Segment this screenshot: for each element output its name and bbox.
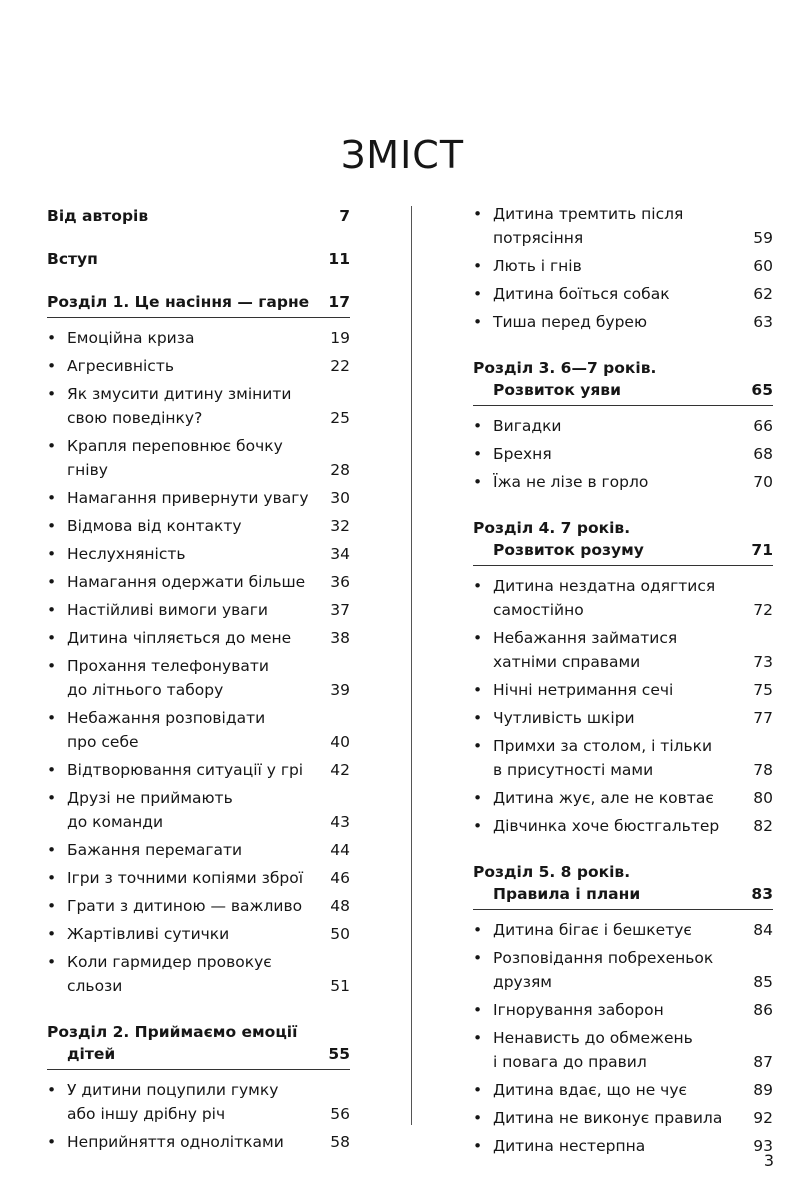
toc-list-ch1 xyxy=(47,318,350,1000)
entry-page: 66 xyxy=(753,417,773,435)
entry-page: 89 xyxy=(753,1081,773,1099)
entry-page: 34 xyxy=(330,545,350,563)
entry-title-line-1: Емоційна криза xyxy=(67,329,195,347)
toc-left-column xyxy=(47,200,350,1156)
entry-title xyxy=(67,382,310,430)
bullet-icon: • xyxy=(47,357,57,375)
entry-title-line-1: Жартівливі сутички xyxy=(67,925,230,943)
entry-page: 42 xyxy=(330,761,350,779)
toc-entry[interactable] xyxy=(473,944,773,996)
toc-entry[interactable] xyxy=(473,704,773,732)
page-title: ЗМІСТ xyxy=(340,133,465,177)
entry-title-line-1: Дитина нездатна одягтися xyxy=(493,577,716,595)
entry-title xyxy=(67,486,310,510)
entry-page: 62 xyxy=(753,285,773,303)
entry-title-line-1: Дитина вдає, що не чує xyxy=(493,1081,687,1099)
entry-title-line-1: Агресивність xyxy=(67,357,174,375)
chapter-page: 17 xyxy=(328,293,350,311)
entry-title-line-1: Намагання привернути увагу xyxy=(67,489,309,507)
entry-title-line-2: сльози xyxy=(67,977,123,995)
bullet-icon: • xyxy=(473,921,483,939)
entry-page: 51 xyxy=(330,977,350,995)
entry-title xyxy=(67,1130,310,1154)
entry-title-line-2: до команди xyxy=(67,813,164,831)
entry-page: 22 xyxy=(330,357,350,375)
bullet-icon: • xyxy=(47,629,57,647)
entry-title-line-2: свою поведінку? xyxy=(67,409,203,427)
chapter-page: 71 xyxy=(751,541,773,559)
bullet-icon: • xyxy=(473,817,483,835)
entry-title-line-1: Нічні нетримання сечі xyxy=(493,681,674,699)
entry-page: 68 xyxy=(753,445,773,463)
entry-title xyxy=(493,998,733,1022)
entry-title xyxy=(67,434,310,482)
toc-entry[interactable] xyxy=(473,812,773,840)
toc-entry[interactable] xyxy=(473,1132,773,1160)
bullet-icon: • xyxy=(473,1109,483,1127)
entry-page: 25 xyxy=(330,409,350,427)
chapter-subtitle: Розвиток розуму xyxy=(493,541,644,559)
bullet-icon: • xyxy=(47,761,57,779)
bullet-icon: • xyxy=(473,285,483,303)
page-number: 3 xyxy=(763,1151,774,1170)
bullet-icon: • xyxy=(473,313,483,331)
toc-entry[interactable] xyxy=(473,468,773,496)
entry-title-line-1: Їжа не лізе в горло xyxy=(493,473,649,491)
toc-entry[interactable] xyxy=(473,1076,773,1104)
bullet-icon: • xyxy=(47,517,57,535)
entry-title xyxy=(493,1078,733,1102)
entry-title-line-1: У дитини поцупили гумку xyxy=(67,1081,279,1099)
entry-title xyxy=(493,1106,733,1130)
toc-entry[interactable] xyxy=(473,732,773,784)
chapter-title: Вступ xyxy=(47,250,98,268)
entry-title-line-1: Коли гармидер провокує xyxy=(67,953,272,971)
entry-title xyxy=(67,1078,310,1126)
bullet-icon: • xyxy=(473,1081,483,1099)
entry-page: 56 xyxy=(330,1105,350,1123)
entry-title-line-1: Як змусити дитину змінити xyxy=(67,385,292,403)
entry-page: 85 xyxy=(753,973,773,991)
entry-title xyxy=(67,706,310,754)
entry-title xyxy=(493,1134,733,1158)
toc-chapter-5[interactable] xyxy=(473,856,773,910)
toc-entry[interactable] xyxy=(47,920,350,948)
bullet-icon: • xyxy=(47,869,57,887)
bullet-icon: • xyxy=(47,789,57,807)
entry-title-line-1: Небажання розповідати xyxy=(67,709,266,727)
entry-title-line-1: Настійливі вимоги уваги xyxy=(67,601,268,619)
toc-entry[interactable] xyxy=(47,892,350,920)
entry-page: 82 xyxy=(753,817,773,835)
toc-entry[interactable] xyxy=(473,440,773,468)
bullet-icon: • xyxy=(473,1137,483,1155)
entry-title-line-2: про себе xyxy=(67,733,139,751)
entry-title xyxy=(493,414,733,438)
entry-title xyxy=(67,598,310,622)
entry-title xyxy=(493,254,733,278)
entry-title xyxy=(67,354,310,378)
toc-entry[interactable] xyxy=(473,252,773,280)
bullet-icon: • xyxy=(473,577,483,595)
toc-entry[interactable] xyxy=(473,280,773,308)
entry-title-line-1: Прохання телефонувати xyxy=(67,657,269,675)
toc-entry[interactable] xyxy=(473,200,773,252)
bullet-icon: • xyxy=(47,657,57,675)
entry-title-line-1: Дитина не виконує правила xyxy=(493,1109,723,1127)
toc-entry[interactable] xyxy=(47,704,350,756)
entry-title xyxy=(67,922,310,946)
toc-chapter-authors[interactable] xyxy=(47,200,350,231)
entry-title-line-1: Намагання одержати більше xyxy=(67,573,306,591)
entry-title xyxy=(67,838,310,862)
entry-page: 78 xyxy=(753,761,773,779)
chapter-subtitle: дітей xyxy=(67,1045,116,1063)
entry-title-line-1: Ігри з точними копіями зброї xyxy=(67,869,304,887)
bullet-icon: • xyxy=(473,709,483,727)
entry-title-line-2: самостійно xyxy=(493,601,584,619)
entry-title-line-2: до літнього табору xyxy=(67,681,224,699)
toc-entry[interactable] xyxy=(47,784,350,836)
toc-list-ch5 xyxy=(473,910,773,1160)
chapter-page: 7 xyxy=(339,207,350,225)
entry-title xyxy=(493,470,733,494)
toc-list-ch4 xyxy=(473,566,773,840)
entry-page: 84 xyxy=(753,921,773,939)
chapter-subtitle: Правила і плани xyxy=(493,885,641,903)
entry-title xyxy=(67,514,310,538)
entry-title-line-1: Вигадки xyxy=(493,417,562,435)
entry-page: 48 xyxy=(330,897,350,915)
toc-list-ch2-continued xyxy=(473,200,773,336)
entry-title xyxy=(493,1026,733,1074)
toc-entry[interactable] xyxy=(473,784,773,812)
entry-title xyxy=(493,734,733,782)
entry-title-line-1: Тиша перед бурею xyxy=(493,313,647,331)
bullet-icon: • xyxy=(47,489,57,507)
toc-chapter-3[interactable] xyxy=(473,352,773,406)
entry-title xyxy=(67,326,310,350)
bullet-icon: • xyxy=(473,257,483,275)
entry-page: 19 xyxy=(330,329,350,347)
toc-entry[interactable] xyxy=(473,676,773,704)
bullet-icon: • xyxy=(473,949,483,967)
entry-page: 38 xyxy=(330,629,350,647)
chapter-page: 65 xyxy=(751,381,773,399)
entry-title-line-1: Дитина бігає і бешкетує xyxy=(493,921,692,939)
toc-chapter-4[interactable] xyxy=(473,512,773,566)
entry-title-line-1: Грати з дитиною — важливо xyxy=(67,897,303,915)
entry-page: 44 xyxy=(330,841,350,859)
entry-title-line-1: Неслухняність xyxy=(67,545,186,563)
toc-entry[interactable] xyxy=(47,596,350,624)
entry-title-line-1: Неприйняття однолітками xyxy=(67,1133,284,1151)
toc-entry[interactable] xyxy=(473,996,773,1024)
entry-title-line-1: Дитина чіпляється до мене xyxy=(67,629,292,647)
toc-entry[interactable] xyxy=(473,916,773,944)
bullet-icon: • xyxy=(47,953,57,971)
chapter-title: Розділ 2. Приймаємо емоції xyxy=(47,1023,298,1041)
toc-entry[interactable] xyxy=(47,864,350,892)
entry-page: 92 xyxy=(753,1109,773,1127)
bullet-icon: • xyxy=(473,681,483,699)
bullet-icon: • xyxy=(47,1133,57,1151)
entry-title-line-1: Брехня xyxy=(493,445,552,463)
entry-title xyxy=(493,282,733,306)
bullet-icon: • xyxy=(473,445,483,463)
entry-page: 37 xyxy=(330,601,350,619)
bullet-icon: • xyxy=(47,1081,57,1099)
entry-title xyxy=(493,442,733,466)
entry-title-line-2: хатніми справами xyxy=(493,653,641,671)
entry-title xyxy=(493,574,733,622)
entry-title xyxy=(493,202,733,250)
toc-chapter-2[interactable] xyxy=(47,1016,350,1070)
toc-entry[interactable] xyxy=(47,540,350,568)
entry-title-line-2: і повага до правил xyxy=(493,1053,647,1071)
bullet-icon: • xyxy=(473,417,483,435)
toc-entry[interactable] xyxy=(473,572,773,624)
toc-right-column xyxy=(473,200,773,1160)
entry-title xyxy=(493,786,733,810)
entry-title xyxy=(67,570,310,594)
entry-page: 70 xyxy=(753,473,773,491)
chapter-page: 83 xyxy=(751,885,773,903)
entry-page: 63 xyxy=(753,313,773,331)
entry-page: 86 xyxy=(753,1001,773,1019)
toc-entry[interactable] xyxy=(47,836,350,864)
chapter-title: Розділ 5. 8 років. xyxy=(473,863,631,881)
bullet-icon: • xyxy=(473,473,483,491)
entry-title xyxy=(493,918,733,942)
entry-title-line-1: Дитина жує, але не ковтає xyxy=(493,789,714,807)
entry-page: 36 xyxy=(330,573,350,591)
bullet-icon: • xyxy=(47,545,57,563)
entry-title-line-1: Примхи за столом, і тільки xyxy=(493,737,713,755)
toc-list-ch3 xyxy=(473,406,773,496)
entry-title xyxy=(493,310,733,334)
entry-title-line-2: друзям xyxy=(493,973,552,991)
entry-title xyxy=(67,786,310,834)
entry-title-line-2: потрясіння xyxy=(493,229,584,247)
bullet-icon: • xyxy=(47,329,57,347)
entry-page: 59 xyxy=(753,229,773,247)
chapter-title: Розділ 1. Це насіння — гарне xyxy=(47,293,310,311)
entry-title-line-2: гніву xyxy=(67,461,108,479)
entry-page: 93 xyxy=(753,1137,773,1155)
entry-page: 75 xyxy=(753,681,773,699)
bullet-icon: • xyxy=(47,437,57,455)
column-divider xyxy=(411,206,412,1125)
entry-page: 50 xyxy=(330,925,350,943)
entry-title xyxy=(493,706,733,730)
bullet-icon: • xyxy=(47,601,57,619)
entry-page: 40 xyxy=(330,733,350,751)
entry-title-line-1: Бажання перемагати xyxy=(67,841,243,859)
entry-title xyxy=(67,866,310,890)
entry-page: 73 xyxy=(753,653,773,671)
entry-title-line-1: Друзі не приймають xyxy=(67,789,233,807)
entry-page: 46 xyxy=(330,869,350,887)
entry-title-line-1: Ігнорування заборон xyxy=(493,1001,664,1019)
entry-title xyxy=(493,678,733,702)
entry-title xyxy=(67,626,310,650)
bullet-icon: • xyxy=(473,789,483,807)
chapter-subtitle: Розвиток уяви xyxy=(493,381,621,399)
chapter-title: Розділ 3. 6—7 років. xyxy=(473,359,657,377)
toc-entry[interactable] xyxy=(47,756,350,784)
bullet-icon: • xyxy=(473,629,483,647)
toc-chapter-intro[interactable] xyxy=(47,243,350,274)
entry-title xyxy=(493,626,733,674)
bullet-icon: • xyxy=(473,1029,483,1047)
toc-entry[interactable] xyxy=(473,412,773,440)
toc-entry[interactable] xyxy=(47,484,350,512)
toc-entry[interactable] xyxy=(47,624,350,652)
entry-page: 72 xyxy=(753,601,773,619)
entry-page: 39 xyxy=(330,681,350,699)
entry-title-line-1: Дитина нестерпна xyxy=(493,1137,646,1155)
bullet-icon: • xyxy=(47,709,57,727)
chapter-title: Від авторів xyxy=(47,207,149,225)
toc-entry[interactable] xyxy=(47,324,350,352)
toc-entry[interactable] xyxy=(47,380,350,432)
entry-title-line-1: Крапля переповнює бочку xyxy=(67,437,283,455)
entry-title-line-1: Розповідання побрехеньок xyxy=(493,949,714,967)
toc-entry[interactable] xyxy=(473,1104,773,1132)
entry-title-line-1: Небажання займатися xyxy=(493,629,678,647)
toc-entry[interactable] xyxy=(47,1076,350,1128)
entry-title-line-1: Дівчинка хоче бюстгальтер xyxy=(493,817,720,835)
toc-entry[interactable] xyxy=(47,1128,350,1156)
entry-title-line-2: в присутності мами xyxy=(493,761,654,779)
entry-page: 80 xyxy=(753,789,773,807)
toc-chapter-1[interactable] xyxy=(47,286,350,318)
bullet-icon: • xyxy=(47,573,57,591)
entry-title xyxy=(67,542,310,566)
entry-title-line-1: Лють і гнів xyxy=(493,257,582,275)
toc-entry[interactable] xyxy=(473,624,773,676)
entry-page: 58 xyxy=(330,1133,350,1151)
entry-page: 77 xyxy=(753,709,773,727)
bullet-icon: • xyxy=(473,737,483,755)
entry-title xyxy=(67,894,310,918)
chapter-page: 11 xyxy=(328,250,350,268)
entry-page: 60 xyxy=(753,257,773,275)
bullet-icon: • xyxy=(473,1001,483,1019)
bullet-icon: • xyxy=(47,385,57,403)
entry-title xyxy=(67,654,310,702)
entry-title xyxy=(67,950,310,998)
entry-title xyxy=(67,758,310,782)
chapter-page: 55 xyxy=(328,1045,350,1063)
entry-title-line-1: Дитина тремтить після xyxy=(493,205,684,223)
entry-page: 87 xyxy=(753,1053,773,1071)
entry-title xyxy=(493,814,733,838)
toc-entry[interactable] xyxy=(47,432,350,484)
toc-entry[interactable] xyxy=(47,652,350,704)
toc-entry[interactable] xyxy=(47,512,350,540)
bullet-icon: • xyxy=(473,205,483,223)
entry-title xyxy=(493,946,733,994)
entry-page: 30 xyxy=(330,489,350,507)
toc-entry[interactable] xyxy=(473,1024,773,1076)
toc-entry[interactable] xyxy=(47,568,350,596)
entry-title-line-1: Відтворювання ситуації у грі xyxy=(67,761,304,779)
bullet-icon: • xyxy=(47,925,57,943)
entry-title-line-1: Чутливість шкіри xyxy=(493,709,635,727)
toc-entry[interactable] xyxy=(473,308,773,336)
toc-entry[interactable] xyxy=(47,352,350,380)
entry-title-line-1: Дитина боїться собак xyxy=(493,285,670,303)
toc-list-ch2 xyxy=(47,1070,350,1156)
entry-title-line-1: Ненависть до обмежень xyxy=(493,1029,693,1047)
entry-page: 28 xyxy=(330,461,350,479)
bullet-icon: • xyxy=(47,841,57,859)
bullet-icon: • xyxy=(47,897,57,915)
entry-page: 43 xyxy=(330,813,350,831)
toc-entry[interactable] xyxy=(47,948,350,1000)
entry-title-line-1: Відмова від контакту xyxy=(67,517,242,535)
entry-page: 32 xyxy=(330,517,350,535)
chapter-title: Розділ 4. 7 років. xyxy=(473,519,631,537)
entry-title-line-2: або іншу дрібну річ xyxy=(67,1105,226,1123)
